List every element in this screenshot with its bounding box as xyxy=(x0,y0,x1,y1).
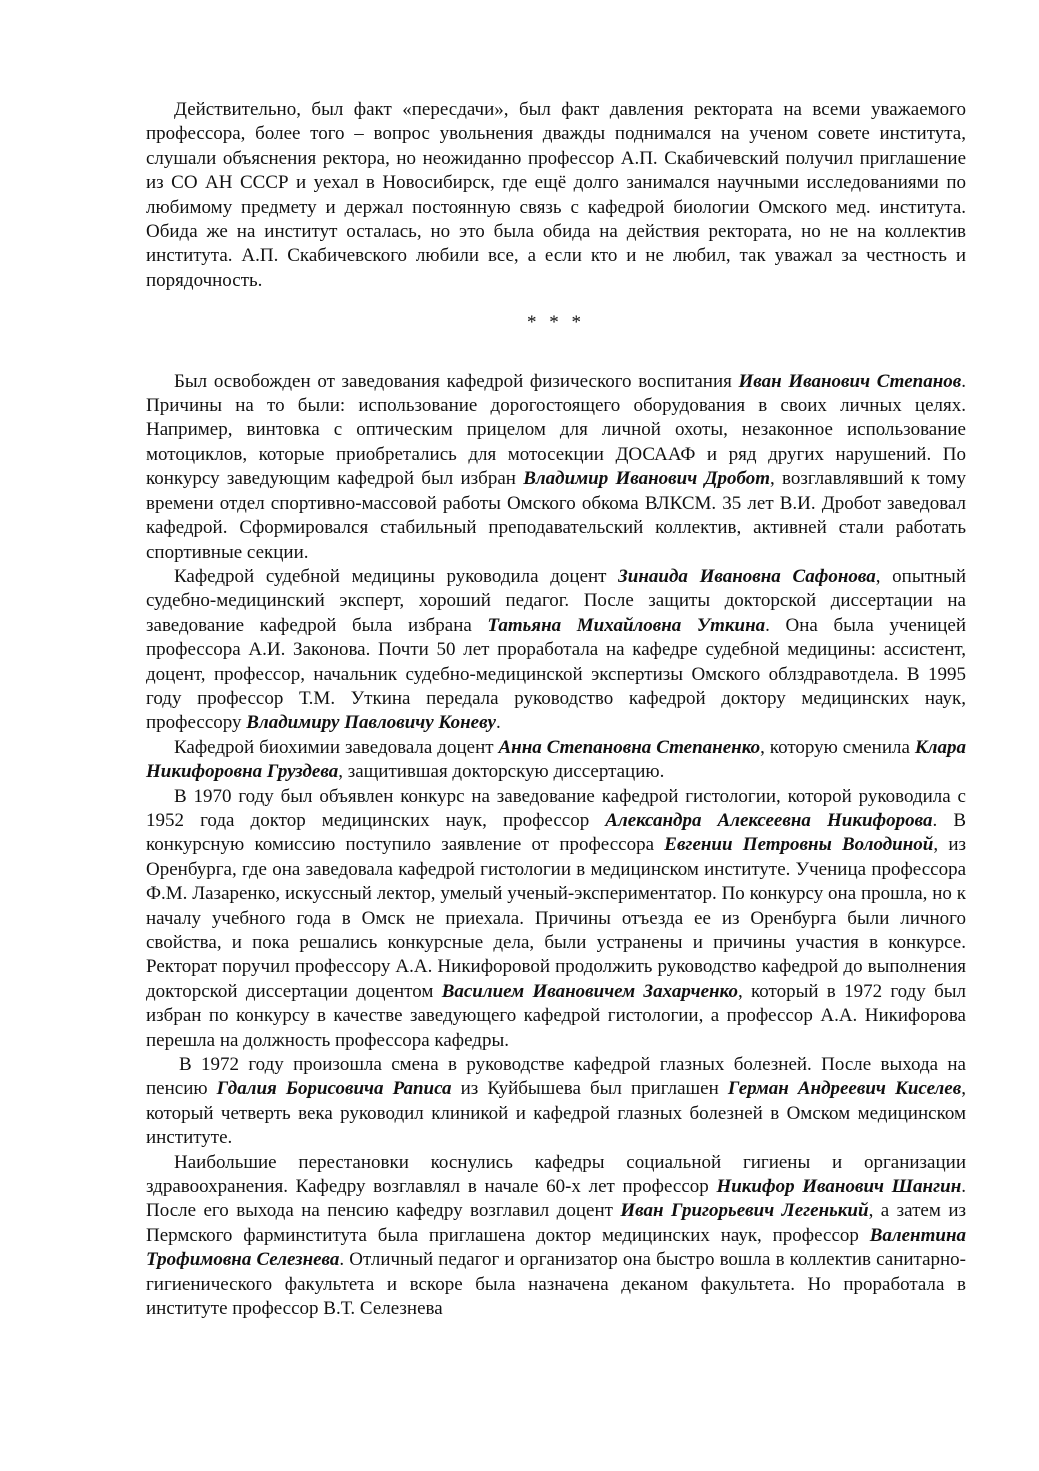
person-name: Татьяна Михайловна Уткина xyxy=(487,614,766,636)
paragraph-text: . Причины на то были: использование дорогостоящего оборудования в своих личных целях. Например, винтовка с оптическим прицелом для личной охоты, незаконное использование мотоциклов, которые приобретались для мотосекции ДОСААФ и ряд других нарушений. По конкурсу заведующим кафедрой был избран xyxy=(146,370,966,490)
person-name: Владимиру Павловичу Коневу xyxy=(246,712,496,734)
paragraph-text: , который в 1972 году был избран по конкурсу в качестве заведующего кафедрой гистологии, а профессор А.А. Никифорова перешла на должность профессора кафедры. xyxy=(146,980,967,1051)
person-name: Иван Григорьевич Легенький xyxy=(620,1200,869,1222)
document-page xyxy=(146,98,966,1322)
paragraph-text: Кафедрой судебной медицины руководила доцент xyxy=(174,565,619,587)
paragraph-text: Кафедрой биохимии заведовала доцент xyxy=(174,736,499,758)
person-name: Зинаида Ивановна Сафонова xyxy=(618,565,876,587)
person-name: Иван Иванович Степанов xyxy=(738,370,962,392)
section-separator: * * * xyxy=(527,312,585,334)
person-name: Евгении Петровны Володиной xyxy=(664,834,934,856)
paragraph-text: , а затем из Пермского фарминститута была приглашена доктор медицинских наук, профессор xyxy=(146,1200,966,1246)
person-name: Василием Ивановичем Захарченко xyxy=(441,980,738,1002)
paragraph-text: . xyxy=(496,712,501,734)
paragraph-p5 xyxy=(146,785,966,1053)
paragraph-text: . После его выхода на пенсию кафедру возглавил доцент xyxy=(146,1176,966,1222)
paragraph-text: . Отличный педагог и организатор она быстро вошла в коллектив санитарно-гигиенического факультета и вскоре была назначена деканом факультета. Но проработала в институте профессор В.Т. Селезнева xyxy=(146,1249,966,1320)
person-name: Гдалия Борисовича Раписа xyxy=(216,1078,452,1100)
paragraph-text: из Куйбышева был приглашен xyxy=(451,1078,728,1100)
paragraph-text: , который четверть века руководил клиникой и кафедрой глазных болезней в Омском медицинском институте. xyxy=(146,1078,966,1149)
paragraph-text: , из Оренбурга, где она заведовала кафедрой гистологии в медицинском институте. Ученица профессора Ф.М. Лазаренко, искуссный лектор, умелый ученый-экспериментатор. По конкурсу она прошла, но к началу учебного года в Омск не приехала. Причины отъезда ее из Оренбурга были личного свойства, и пока решались конкурсные дела, были устранены и причины участия в конкурсе. Ректорат поручил профессору А.А. Никифоровой продолжить руководство кафедрой до выполнения докторской диссертации доцентом xyxy=(146,834,966,1002)
section-after-separator xyxy=(146,370,966,1322)
paragraph-p2 xyxy=(146,370,966,565)
person-name: Владимир Иванович Дробот xyxy=(523,468,770,490)
paragraph-text: , которую сменила xyxy=(760,736,915,758)
paragraph-text: Был освобожден от заведования кафедрой физического воспитания xyxy=(174,370,739,392)
paragraph-text: Действительно, был факт «пересдачи», был факт давления ректората на всеми уважаемого профессора, более того – вопрос увольнения дважды поднимался на ученом совете института, слушали объяснения ректора, но неожиданно профессор А.П. Скабичевский получил приглашение из СО АН СССР и уехал в Новосибирск, где ещё долго занимался научными исследованиями по любимому предмету и держал постоянную связь с кафедрой биологии Омского мед. института. Обида же на институт осталась, но это была обида на действия ректората, но не на коллектив института. А.П. Скабичевского любили все, а если кто и не любил, так уважал за честность и порядочность. xyxy=(146,99,966,291)
section-before-separator xyxy=(146,98,966,293)
paragraph-p4 xyxy=(146,736,966,785)
paragraph-text: . Она была ученицей профессора А.И. Законова. Почти 50 лет проработала на кафедре судебной медицины: ассистент, доцент, профессор, начальник судебно-медицинской экспертизы Омского облздравотдела. В 1995 году профессор Т.М. Уткина передала руководство кафедрой доктору медицинских наук, профессору xyxy=(146,614,967,734)
person-name: Клара Никифоровна Груздева xyxy=(146,736,966,783)
paragraph-p6 xyxy=(146,1053,966,1151)
person-name: Герман Андреевич Киселев xyxy=(727,1078,962,1100)
paragraph-text: Наибольшие перестановки коснулись кафедры социальной гигиены и организации здравоохранения. Кафедру возглавлял в начале 60-х лет профессор xyxy=(146,1151,966,1198)
paragraph-p3 xyxy=(146,565,966,736)
paragraph-text: , опытный судебно-медицинский эксперт, хороший педагог. После защиты докторской диссертации на заведование кафедрой была избрана xyxy=(146,565,966,636)
paragraph-text: В 1970 году был объявлен конкурс на заведование кафедрой гистологии, которой руководила с 1952 года доктор медицинских наук, профессор xyxy=(146,785,966,831)
paragraph-p7 xyxy=(146,1151,966,1322)
paragraph-text: , возглавлявший к тому времени отдел спортивно-массовой работы Омского обкома ВЛКСМ. 35 лет В.И. Дробот заведовал кафедрой. Сформировался стабильный преподавательский коллектив, активней стали работать спортивные секции. xyxy=(146,468,966,563)
person-name: Никифор Иванович Шангин xyxy=(716,1176,962,1198)
person-name: Анна Степановна Степаненко xyxy=(498,736,761,758)
paragraph-text: . В конкурсную комиссию поступило заявление от профессора xyxy=(146,809,966,856)
person-name: Александра Алексеевна Никифорова xyxy=(605,809,933,831)
paragraph-text: , защитившая докторскую диссертацию. xyxy=(338,761,665,783)
person-name: Валентина Трофимовна Селезнева xyxy=(146,1224,966,1271)
paragraph-p1 xyxy=(146,98,966,293)
paragraph-text: В 1972 году произошла смена в руководстве кафедрой глазных болезней. После выхода на пенсию xyxy=(146,1054,966,1100)
